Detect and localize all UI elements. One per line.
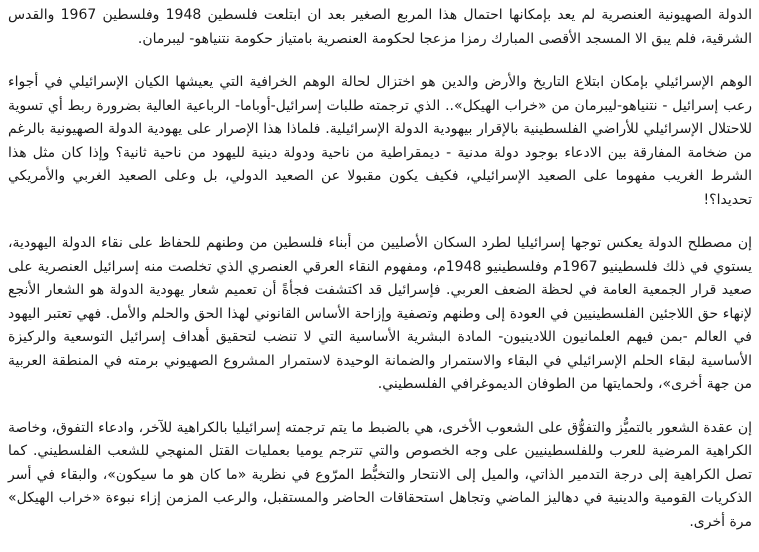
article-paragraph-1: الدولة الصهيونية العنصرية لم يعد بإمكانها احتمال هذا المربع الصغير بعد ان ابتلعت فلسطين 1948 وفلسطين 1967 والقدس الشرقية، فلم يبق الا المسجد الأقصى المبارك رمزا مزعجا لحكومة العنصرية بامتياز حكومة نتنياهو- ليبرمان. xyxy=(8,7,753,47)
article-body xyxy=(8,4,752,534)
article-paragraph-3: إن مصطلح الدولة يعكس توجها إسرائيليا لطرد السكان الأصليين من أبناء فلسطين من وطنهم للحفاظ على نقاء الدولة اليهودية، يستوي في ذلك فلسطينيو 1967م وفلسطينيو 1948م، ومفهوم النقاء العرقي العنصري الذي تخلصت منه إسرائيل العنصرية على صعيد قرار الجمعية العامة في لحظة الضعف العربي. فإسرائيل قد اكتشفت فجأةً أن تعميم شعار يهودية الدولة هو الشعار الأنجع لإنهاء حق اللاجئين الفلسطينيين في العودة إلى وطنهم وتصفية وإزاحة الأساس القانوني لهذا الحق والحلم والأمل. فهي تعتبر اليهود في العالم -بمن فيهم العلمانيون اللادينيون- المادة البشرية الأساسية التي لا تنضب لتحقيق أهداف إسرائيل التوسعية والركيزة الأساسية لبقاء الحلم الإسرائيلي في البقاء والاستمرار والضمانة الوحيدة لاستمرار المشروع الصهيوني برمته في المنطقة العربية من جهة أخرى»، ولحمايتها من الطوفان الديموغرافي الفلسطيني. xyxy=(8,235,753,392)
article-paragraph-4: إن عقدة الشعور بالتميُّز والتفوُّق على الشعوب الأخرى، هي بالضبط ما يتم ترجمته إسرائيليا بالكراهية للآخر، وادعاء التفوق، وخاصة الكراهية المرضية للعرب وللفلسطينيين على وجه الخصوص والتي تترجم يوميا بعمليات القتل المنهجي للشعب الفلسطيني. كما تصل الكراهية إلى درجة التدمير الذاتي، والميل إلى الانتحار والتخبُّط المرّوع في نظرية «ما كان هو ما سيكون»، والبقاء في أسر الذكريات القومية والدينية في دهاليز الماضي وتجاهل استحقاقات الحاضر والمستقبل، والرعب المزمن إزاء نبوءة «خراب الهيكل» مرة أخرى. xyxy=(8,419,752,530)
article-paragraph-2: الوهم الإسرائيلي بإمكان ابتلاع التاريخ والأرض والدين هو اختزال لحالة الوهم الخرافية التي يعيشها الكيان الإسرائيلي في أجواء رعب إسرائيل - نتنياهو-ليبرمان من «خراب الهيكل».. الذي ترجمته طلبات إسرائيل-أوباما- الرباعية العالية بضرورة ربط أي تسوية للاحتلال الإسرائيلي للأراضي الفلسطينية بالإقرار بيهودية الدولة الإسرائيلية. فلماذا هذا الإصرار على يهودية الدولة الصهيونية بالرغم من ضخامة المفارقة بين الادعاء بوجود دولة مدنية - ديمقراطية من ناحية ودولة دينية لليهود من ناحية ثانية؟ وإذا كان مثل هذا الشرط الغريب مفهوما على الصعيد الإسرائيلي، فكيف يكون مقبولا عن الصعيد الدولي، بل وعلى الصعيد الغربي والأمريكي تحديدا؟! xyxy=(8,74,752,208)
